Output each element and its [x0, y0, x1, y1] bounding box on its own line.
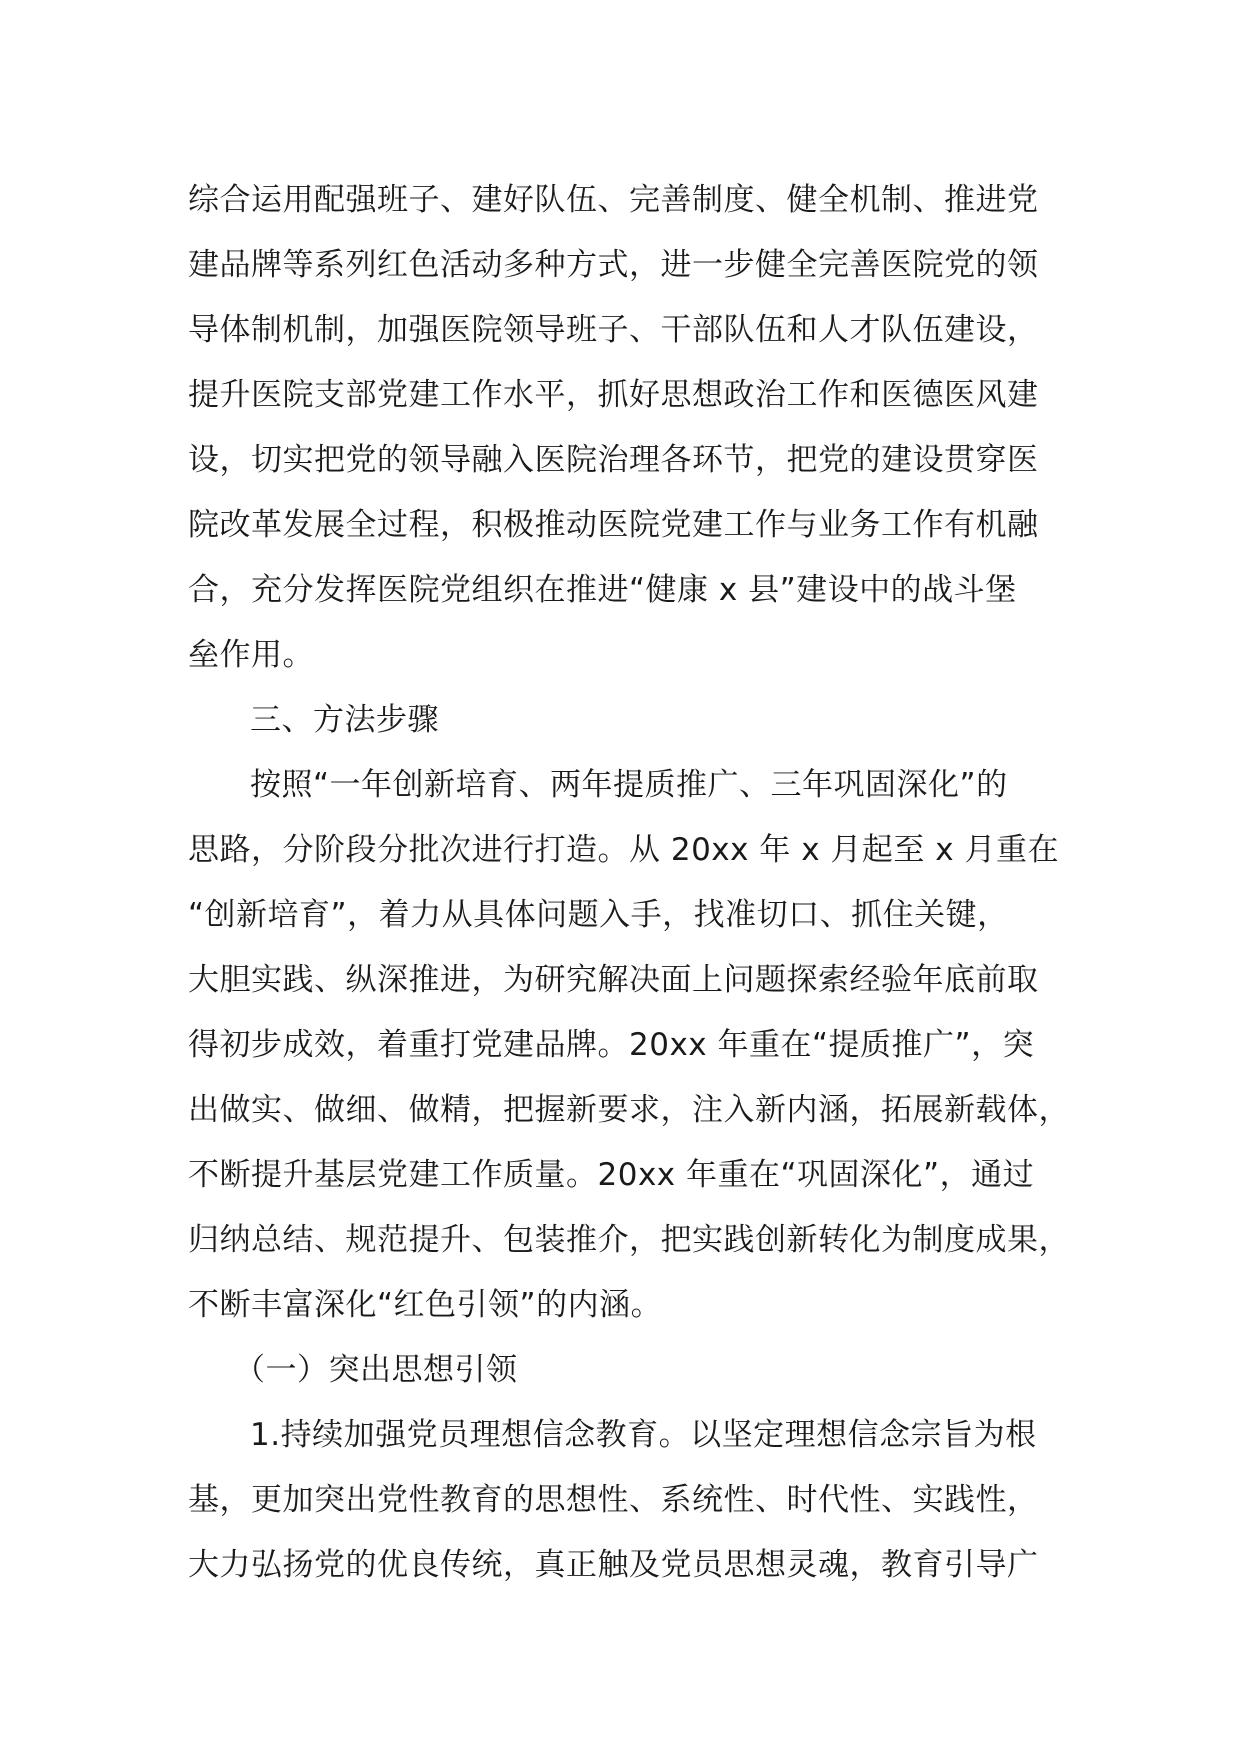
text-line: 大胆实践、纵深推进，为研究解决面上问题探索经验年底前取	[188, 962, 1039, 998]
text-line: 出做实、做细、做精，把握新要求，注入新内涵，拓展新载体，	[188, 1092, 1070, 1128]
text-line: 不断提升基层党建工作质量。20xx 年重在“巩固深化”，通过	[188, 1157, 1035, 1193]
paragraph-first-line: 1.持续加强党员理想信念教育。以坚定理想信念宗旨为根	[250, 1417, 1037, 1453]
text-line: 合，充分发挥医院党组织在推进“健康 x 县”建设中的战斗堡	[188, 572, 1017, 608]
text-line: 院改革发展全过程，积极推动医院党建工作与业务工作有机融	[188, 507, 1039, 543]
text-line: 提升医院支部党建工作水平，抓好思想政治工作和医德医风建	[188, 377, 1039, 413]
paragraph-first-line: 按照“一年创新培育、两年提质推广、三年巩固深化”的	[250, 767, 1008, 803]
text-line: 建品牌等系列红色活动多种方式，进一步健全完善医院党的领	[188, 247, 1039, 283]
text-line: 大力弘扬党的优良传统，真正触及党员思想灵魂，教育引导广	[188, 1547, 1039, 1583]
text-line: 设，切实把党的领导融入医院治理各环节，把党的建设贯穿医	[188, 442, 1039, 478]
text-line: 归纳总结、规范提升、包装推介，把实践创新转化为制度成果，	[188, 1222, 1070, 1258]
text-line: “创新培育”，着力从具体问题入手，找准切口、抓住关键，	[188, 897, 1009, 933]
document-body	[188, 168, 1088, 1598]
section-heading: 三、方法步骤	[250, 702, 439, 738]
text-line: 思路，分阶段分批次进行打造。从 20xx 年 x 月起至 x 月重在	[188, 832, 1059, 868]
text-line: 基，更加突出党性教育的思想性、系统性、时代性、实践性，	[188, 1482, 1039, 1518]
text-line: 导体制机制，加强医院领导班子、干部队伍和人才队伍建设，	[188, 312, 1039, 348]
text-line: 不断丰富深化“红色引领”的内涵。	[188, 1287, 663, 1323]
text-line: 综合运用配强班子、建好队伍、完善制度、健全机制、推进党	[188, 182, 1039, 218]
text-line: 垒作用。	[188, 637, 314, 673]
text-line: 得初步成效，着重打党建品牌。20xx 年重在“提质推广”，突	[188, 1027, 1035, 1063]
subsection-heading: （一）突出思想引领	[234, 1352, 518, 1388]
